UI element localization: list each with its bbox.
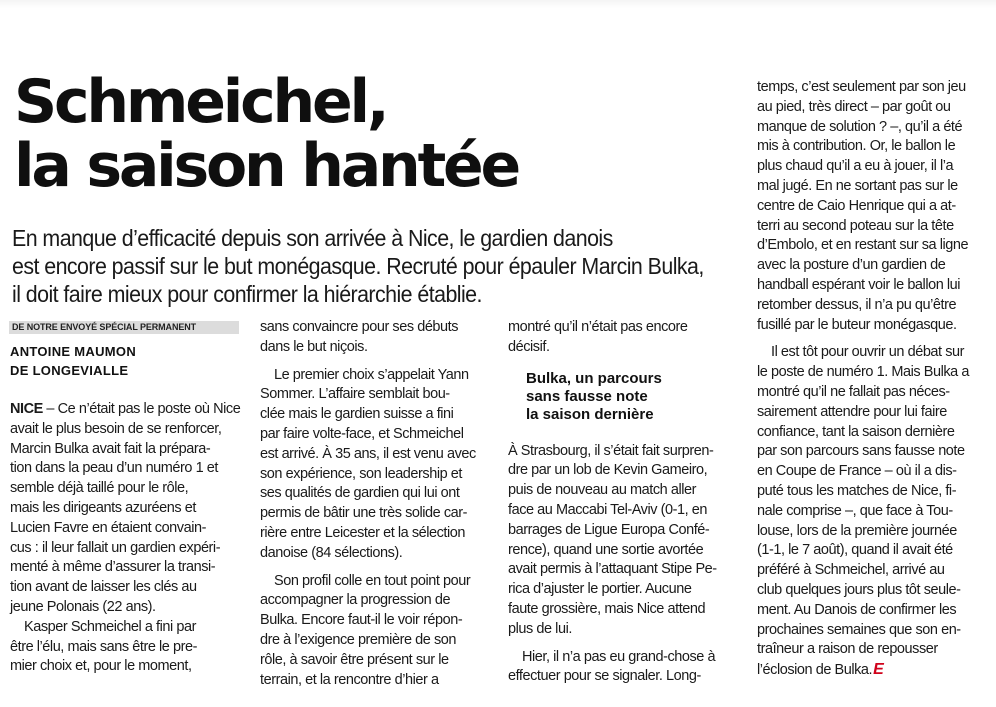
paragraph <box>508 648 738 688</box>
subhead-line: la saison dernière <box>526 406 654 423</box>
text-line: rôle, à savoir être présent sur le <box>260 651 449 668</box>
text-line: ment. Au Danois de confirmer les <box>757 601 957 618</box>
subhead <box>526 370 736 424</box>
text-line: dre à l’exigence première de son <box>260 631 456 648</box>
author-line: DE LONGEVIALLE <box>10 363 129 378</box>
text-line: Il est tôt pour ouvrir un débat sur <box>771 344 964 361</box>
text-line: danoise (84 sélections). <box>260 544 403 561</box>
text-line: menté à même d’assurer la transi- <box>10 559 216 576</box>
text-line: retomber dessus, il n’a pu qu’être <box>757 296 957 313</box>
text-line: le poste de numéro 1. Mais Bulka a <box>757 364 969 381</box>
text-line: plus chaud qu’il a eu à jouer, il l’a <box>757 158 954 175</box>
paragraph <box>260 366 492 564</box>
article-column-4 <box>757 78 989 681</box>
text-line: mis à contribution. Or, le ballon le <box>757 138 956 155</box>
lede-line: est encore passif sur le but monégasque. Recruté pour épauler Marcin Bulka, <box>12 253 704 279</box>
text-line: rica d’ajuster le portier. Aucune <box>508 581 692 598</box>
headline-line-1: Schmeichel, <box>14 67 387 137</box>
text-line: cus : il leur fallait un gardien expéri- <box>10 539 221 556</box>
text-line: traîneur a raison de repousser <box>757 641 938 658</box>
text-line: Son profil colle en tout point pour <box>274 572 471 589</box>
end-mark-icon: E <box>873 661 884 679</box>
paragraph-gap <box>260 564 492 572</box>
subhead-line: Bulka, un parcours <box>526 370 662 387</box>
text-line: au pied, très direct – par goût ou <box>757 98 951 115</box>
text-line: Marcin Bulka avait fait la prépara- <box>10 440 211 457</box>
text-line: avait permis à l’attaquant Stipe Pe- <box>508 561 717 578</box>
text-line: tion avant de laisser les clés au <box>10 579 197 596</box>
text-line: jeune Polonais (22 ans). <box>10 598 156 615</box>
paragraph <box>260 318 492 358</box>
text-line: clée mais le gardien suisse a fini <box>260 406 454 423</box>
author-name <box>10 342 136 380</box>
final-line: l’éclosion de Bulka. <box>757 662 873 679</box>
text-line: Sommer. L’affaire semblait bou- <box>260 386 450 403</box>
text-line: (1-1, le 7 août), quand il avait été <box>757 542 953 559</box>
paragraph <box>260 572 492 691</box>
text-line: Lucien Favre en étaient convain- <box>10 519 206 536</box>
text-line: dans le but niçois. <box>260 338 368 355</box>
text-line: face au Maccabi Tel-Aviv (0-1, en <box>508 501 707 518</box>
text-fragment: – Ce n’était pas le poste où Nice <box>42 401 241 417</box>
author-line: ANTOINE MAUMON <box>10 344 137 359</box>
text-line: nale comprise –, que face à Tou- <box>757 502 953 519</box>
lede <box>12 224 705 308</box>
text-line: semble déjà taillé pour le rôle, <box>10 480 189 497</box>
lede-line: il doit faire mieux pour confirmer la hiérarchie établie. <box>12 281 482 307</box>
text-line: handball espérant voir le ballon lui <box>757 276 961 293</box>
text-line: effectuer pour se signaler. Long- <box>508 668 701 685</box>
text-line: accompagner la progression de <box>260 592 451 609</box>
text-line: avec la posture d’un gardien de <box>757 257 946 274</box>
text-line: ses qualités de gardien qui lui ont <box>260 485 460 502</box>
paragraph-gap <box>260 358 492 366</box>
paragraph-gap <box>508 640 738 648</box>
text-line: confiance, tant la saison dernière <box>757 423 955 440</box>
text-line: par faire volte-face, et Schmeichel <box>260 425 464 442</box>
text-line: d’Embolo, et en restant sur sa ligne <box>757 237 969 254</box>
paragraph <box>757 78 989 335</box>
text-line: rière entre Leicester et la sélection <box>260 524 465 541</box>
text-line: fusillé par le buteur monégasque. <box>757 316 957 333</box>
text-line: est arrivé. À 35 ans, il est venu avec <box>260 445 476 462</box>
text-line: barrages de Ligue Europa Confé- <box>508 521 710 538</box>
text-line: puté tous les matches de Nice, fi- <box>757 482 957 499</box>
text-line: temps, c’est seulement par son jeu <box>757 79 966 95</box>
text-line: Le premier choix s’appelait Yann <box>274 366 469 383</box>
article-column-2 <box>260 318 492 690</box>
headline <box>14 67 754 201</box>
text-line: par son parcours sans fausse note <box>757 443 965 460</box>
text-line: manque de solution ? –, qu’il a été <box>757 118 963 135</box>
text-line: plus de lui. <box>508 620 572 637</box>
dateline: NICE <box>10 401 43 417</box>
subhead-line: sans fausse note <box>526 388 648 405</box>
text-line: montré qu’il ne fallait pas néces- <box>757 383 950 400</box>
text-line <box>757 660 989 681</box>
text-line: sairement attendre pour lui faire <box>757 403 947 420</box>
paragraph <box>10 618 240 677</box>
paragraph <box>508 442 738 640</box>
text-line: être l’élu, mais sans être le pre- <box>10 638 197 655</box>
text-line: faute grossière, mais Nice attend <box>508 600 706 617</box>
text-line: prochaines semaines que son en- <box>757 621 961 638</box>
text-line: puis de nouveau au match aller <box>508 482 697 499</box>
paragraph <box>508 318 738 358</box>
text-line: en Coupe de France – où il a dis- <box>757 463 957 480</box>
paragraph-gap <box>757 335 989 343</box>
text-line: centre de Caio Henrique qui a at- <box>757 197 956 214</box>
text-line: son expérience, son leadership et <box>260 465 462 482</box>
text-line <box>10 400 240 420</box>
headline-line-2: la saison hantée <box>14 131 519 201</box>
text-line: permis de bâtir une très solide car- <box>260 505 468 522</box>
text-line: terrain, et la rencontre d’hier a <box>260 671 439 688</box>
paragraph <box>10 420 240 618</box>
text-line: sans convaincre pour ses débuts <box>260 319 459 335</box>
text-line: décisif. <box>508 338 550 355</box>
byline-tag: DE NOTRE ENVOYÉ SPÉCIAL PERMANENT <box>9 321 239 334</box>
text-line: Bulka. Encore faut-il le voir répon- <box>260 612 463 629</box>
text-line: préféré à Schmeichel, arrivé au <box>757 562 945 579</box>
text-line: montré qu’il n’était pas encore <box>508 319 688 335</box>
text-line: dre par un lob de Kevin Gameiro, <box>508 462 708 479</box>
text-line: louse, lors de la première journée <box>757 522 957 539</box>
top-edge-shade <box>0 0 996 8</box>
text-line: tion dans la peau d’un numéro 1 et <box>10 460 218 477</box>
text-line: avait le plus besoin de se renforcer, <box>10 420 222 437</box>
article-column-1 <box>10 400 240 677</box>
text-line: club quelques jours plus tôt seule- <box>757 581 961 598</box>
text-line: mier choix et, pour le moment, <box>10 658 192 675</box>
text-line: À Strasbourg, il s’était fait surpren- <box>508 442 714 459</box>
text-line: rence), quand une sortie avortée <box>508 541 704 558</box>
text-line: mais les dirigeants azuréens et <box>10 499 196 516</box>
text-line: Kasper Schmeichel a fini par <box>24 618 196 635</box>
paragraph <box>757 343 989 660</box>
text-line: terri au second poteau sur la tête <box>757 217 954 234</box>
text-line: mal jugé. En ne sortant pas sur le <box>757 177 958 194</box>
text-line: Hier, il n’a pas eu grand-chose à <box>522 648 716 665</box>
lede-line: En manque d’efficacité depuis son arrivée à Nice, le gardien danois <box>12 225 613 251</box>
